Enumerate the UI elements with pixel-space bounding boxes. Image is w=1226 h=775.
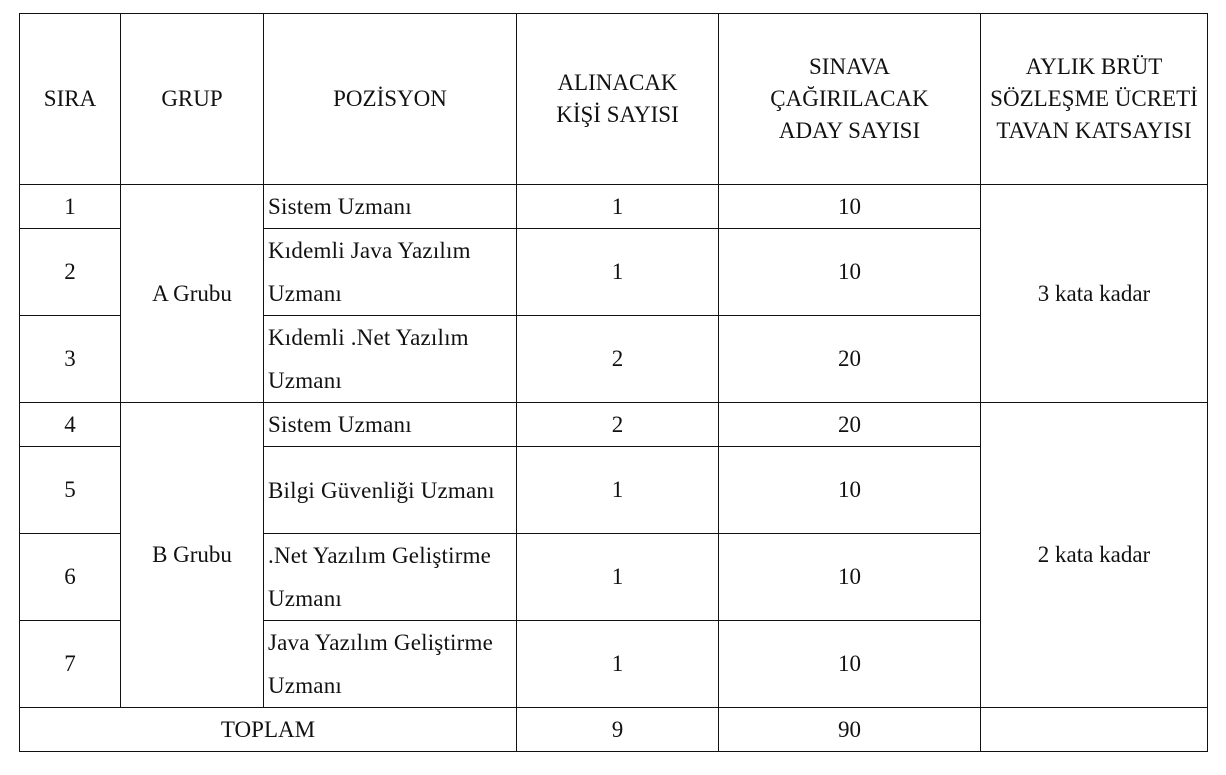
row-alinacak: 1 (517, 229, 719, 316)
row-pozisyon: Sistem Uzmanı (264, 403, 517, 447)
header-aylik-label: AYLIK BRÜT SÖZLEŞME ÜCRETİ TAVAN KATSAYISI (990, 54, 1198, 143)
group-a-cell: A Grubu (121, 185, 264, 403)
row-sinava: 10 (719, 534, 981, 621)
total-sinava: 90 (719, 708, 981, 752)
row-alinacak: 2 (517, 316, 719, 403)
row-sira: 2 (20, 229, 121, 316)
header-sira-label: SIRA (43, 86, 97, 111)
total-empty-cell (981, 708, 1208, 752)
row-sira: 6 (20, 534, 121, 621)
header-pozisyon (264, 14, 517, 185)
row-sira: 7 (20, 621, 121, 708)
row-alinacak: 1 (517, 534, 719, 621)
row-sinava: 10 (719, 229, 981, 316)
header-alinacak (517, 14, 719, 185)
group-b-katsayi: 2 kata kadar (981, 403, 1208, 708)
total-alinacak: 9 (517, 708, 719, 752)
row-pozisyon: .Net Yazılım Geliştirme Uzmanı (264, 534, 517, 621)
row-sinava: 20 (719, 403, 981, 447)
header-grup-label: GRUP (161, 86, 223, 111)
row-sira: 4 (20, 403, 121, 447)
row-pozisyon: Java Yazılım Geliştirme Uzmanı (264, 621, 517, 708)
total-label: TOPLAM (20, 708, 517, 752)
header-sinava (719, 14, 981, 185)
header-sira (20, 14, 121, 185)
row-alinacak: 1 (517, 621, 719, 708)
row-pozisyon: Sistem Uzmanı (264, 185, 517, 229)
header-alinacak-label: ALINACAK KİŞİ SAYISI (556, 70, 679, 127)
header-pozisyon-label: POZİSYON (333, 86, 447, 111)
row-sira: 3 (20, 316, 121, 403)
group-a-katsayi: 3 kata kadar (981, 185, 1208, 403)
position-table (19, 13, 1208, 752)
header-grup (121, 14, 264, 185)
row-sira: 5 (20, 447, 121, 534)
group-b-cell: B Grubu (121, 403, 264, 708)
table-row (20, 185, 1208, 229)
table-row (20, 403, 1208, 447)
row-sinava: 20 (719, 316, 981, 403)
row-pozisyon: Kıdemli Java Yazılım Uzmanı (264, 229, 517, 316)
row-pozisyon: Kıdemli .Net Yazılım Uzmanı (264, 316, 517, 403)
row-alinacak: 2 (517, 403, 719, 447)
row-pozisyon: Bilgi Güvenliği Uzmanı (264, 447, 517, 534)
row-alinacak: 1 (517, 447, 719, 534)
header-aylik (981, 14, 1208, 185)
row-sinava: 10 (719, 447, 981, 534)
row-sinava: 10 (719, 621, 981, 708)
header-sinava-label: SINAVA ÇAĞIRILACAK ADAY SAYISI (770, 54, 929, 143)
row-alinacak: 1 (517, 185, 719, 229)
position-table-wrapper (19, 13, 1208, 752)
header-row (20, 14, 1208, 185)
row-sira: 1 (20, 185, 121, 229)
total-row (20, 708, 1208, 752)
row-sinava: 10 (719, 185, 981, 229)
